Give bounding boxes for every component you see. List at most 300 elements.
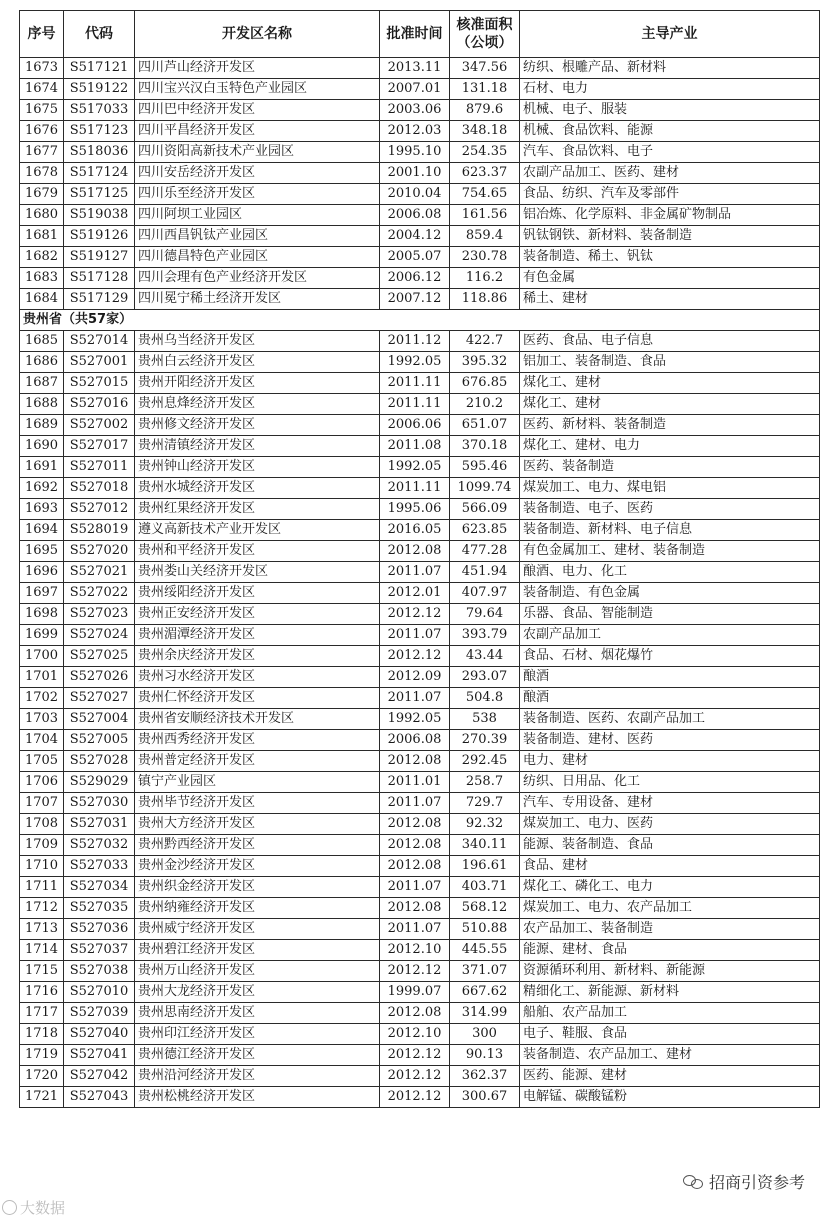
cell-leading-industry: 装备制造、电子、医药 [520, 499, 820, 520]
cell-leading-industry: 酿酒 [520, 688, 820, 709]
cell-approved-area: 293.07 [450, 667, 520, 688]
table-row [20, 814, 820, 835]
cell-index: 1675 [20, 100, 64, 121]
table-row [20, 331, 820, 352]
cell-approved-area: 623.37 [450, 163, 520, 184]
cell-leading-industry: 农副产品加工、医药、建材 [520, 163, 820, 184]
watermark-source [2, 1197, 65, 1218]
cell-zone-name: 贵州沿河经济开发区 [135, 1066, 380, 1087]
cell-approved-area: 270.39 [450, 730, 520, 751]
cell-zone-name: 贵州红果经济开发区 [135, 499, 380, 520]
cell-zone-name: 四川芦山经济开发区 [135, 58, 380, 79]
cell-leading-industry: 食品、建材 [520, 856, 820, 877]
cell-approval-date: 2011.07 [380, 625, 450, 646]
cell-index: 1716 [20, 982, 64, 1003]
development-zone-table-sheet [19, 10, 819, 1108]
cell-approved-area: 568.12 [450, 898, 520, 919]
table-row [20, 205, 820, 226]
header-approved-area: 核准面积（公顷） [450, 11, 520, 58]
cell-zone-name: 贵州黔西经济开发区 [135, 835, 380, 856]
cell-leading-industry: 煤炭加工、电力、煤电铝 [520, 478, 820, 499]
table-row [20, 961, 820, 982]
cell-approved-area: 595.46 [450, 457, 520, 478]
cell-approval-date: 2012.08 [380, 856, 450, 877]
cell-approval-date: 2007.12 [380, 289, 450, 310]
cell-approval-date: 2007.01 [380, 79, 450, 100]
cell-approved-area: 510.88 [450, 919, 520, 940]
cell-approval-date: 2011.07 [380, 688, 450, 709]
cell-approval-date: 2004.12 [380, 226, 450, 247]
table-row [20, 856, 820, 877]
cell-leading-industry: 医药、新材料、装备制造 [520, 415, 820, 436]
cell-code: S527039 [64, 1003, 135, 1024]
cell-approval-date: 2005.07 [380, 247, 450, 268]
cell-leading-industry: 乐器、食品、智能制造 [520, 604, 820, 625]
cell-zone-name: 贵州水城经济开发区 [135, 478, 380, 499]
cell-approval-date: 2011.07 [380, 562, 450, 583]
cell-approval-date: 2012.08 [380, 898, 450, 919]
cell-approved-area: 340.11 [450, 835, 520, 856]
cell-approval-date: 2012.12 [380, 1087, 450, 1108]
table-row [20, 1024, 820, 1045]
cell-approved-area: 623.85 [450, 520, 520, 541]
cell-approval-date: 2012.10 [380, 940, 450, 961]
cell-zone-name: 贵州大方经济开发区 [135, 814, 380, 835]
cell-code: S518036 [64, 142, 135, 163]
cell-leading-industry: 钒钛钢铁、新材料、装备制造 [520, 226, 820, 247]
copyright-icon [2, 1200, 17, 1215]
cell-approved-area: 1099.74 [450, 478, 520, 499]
cell-index: 1714 [20, 940, 64, 961]
table-row [20, 940, 820, 961]
development-zone-table [19, 10, 820, 1108]
cell-leading-industry: 煤化工、建材 [520, 394, 820, 415]
cell-index: 1688 [20, 394, 64, 415]
table-row [20, 688, 820, 709]
cell-approved-area: 477.28 [450, 541, 520, 562]
wechat-icon [683, 1174, 705, 1190]
cell-approval-date: 2012.12 [380, 604, 450, 625]
cell-leading-industry: 机械、电子、服装 [520, 100, 820, 121]
cell-code: S527016 [64, 394, 135, 415]
cell-code: S519122 [64, 79, 135, 100]
cell-leading-industry: 装备制造、医药、农副产品加工 [520, 709, 820, 730]
cell-approved-area: 292.45 [450, 751, 520, 772]
cell-index: 1698 [20, 604, 64, 625]
cell-code: S527037 [64, 940, 135, 961]
cell-index: 1680 [20, 205, 64, 226]
cell-code: S527001 [64, 352, 135, 373]
cell-zone-name: 贵州碧江经济开发区 [135, 940, 380, 961]
cell-code: S519127 [64, 247, 135, 268]
cell-leading-industry: 装备制造、农产品加工、建材 [520, 1045, 820, 1066]
cell-approval-date: 2012.09 [380, 667, 450, 688]
cell-approval-date: 2016.05 [380, 520, 450, 541]
table-row [20, 1066, 820, 1087]
cell-leading-industry: 酿酒 [520, 667, 820, 688]
cell-leading-industry: 酿酒、电力、化工 [520, 562, 820, 583]
cell-zone-name: 四川阿坝工业园区 [135, 205, 380, 226]
cell-approved-area: 314.99 [450, 1003, 520, 1024]
cell-index: 1695 [20, 541, 64, 562]
cell-zone-name: 贵州余庆经济开发区 [135, 646, 380, 667]
cell-code: S527036 [64, 919, 135, 940]
cell-approval-date: 2012.08 [380, 541, 450, 562]
cell-approval-date: 2011.08 [380, 436, 450, 457]
cell-approved-area: 300.67 [450, 1087, 520, 1108]
cell-zone-name: 贵州威宁经济开发区 [135, 919, 380, 940]
cell-approved-area: 131.18 [450, 79, 520, 100]
cell-leading-industry: 纺织、日用品、化工 [520, 772, 820, 793]
cell-approved-area: 43.44 [450, 646, 520, 667]
cell-code: S527026 [64, 667, 135, 688]
cell-zone-name: 贵州毕节经济开发区 [135, 793, 380, 814]
cell-approval-date: 2012.08 [380, 814, 450, 835]
cell-index: 1710 [20, 856, 64, 877]
cell-approval-date: 2012.08 [380, 751, 450, 772]
cell-zone-name: 贵州仁怀经济开发区 [135, 688, 380, 709]
cell-approved-area: 92.32 [450, 814, 520, 835]
cell-leading-industry: 精细化工、新能源、新材料 [520, 982, 820, 1003]
cell-index: 1721 [20, 1087, 64, 1108]
cell-code: S527010 [64, 982, 135, 1003]
cell-code: S517121 [64, 58, 135, 79]
cell-code: S527040 [64, 1024, 135, 1045]
table-row [20, 373, 820, 394]
table-row [20, 1003, 820, 1024]
cell-zone-name: 贵州西秀经济开发区 [135, 730, 380, 751]
table-row [20, 247, 820, 268]
cell-index: 1677 [20, 142, 64, 163]
cell-code: S529029 [64, 772, 135, 793]
cell-approval-date: 2001.10 [380, 163, 450, 184]
cell-approved-area: 348.18 [450, 121, 520, 142]
cell-zone-name: 贵州白云经济开发区 [135, 352, 380, 373]
cell-approved-area: 370.18 [450, 436, 520, 457]
cell-approval-date: 2012.10 [380, 1024, 450, 1045]
table-row [20, 226, 820, 247]
cell-leading-industry: 食品、纺织、汽车及零部件 [520, 184, 820, 205]
cell-index: 1709 [20, 835, 64, 856]
table-row [20, 562, 820, 583]
cell-index: 1687 [20, 373, 64, 394]
cell-zone-name: 四川德昌特色产业园区 [135, 247, 380, 268]
table-row [20, 163, 820, 184]
cell-code: S527012 [64, 499, 135, 520]
table-row [20, 1087, 820, 1108]
cell-approved-area: 254.35 [450, 142, 520, 163]
cell-approved-area: 729.7 [450, 793, 520, 814]
cell-approval-date: 2012.12 [380, 646, 450, 667]
cell-approval-date: 2012.08 [380, 1003, 450, 1024]
cell-index: 1713 [20, 919, 64, 940]
cell-approved-area: 451.94 [450, 562, 520, 583]
table-row [20, 583, 820, 604]
cell-index: 1702 [20, 688, 64, 709]
cell-zone-name: 四川冕宁稀土经济开发区 [135, 289, 380, 310]
cell-index: 1679 [20, 184, 64, 205]
cell-approval-date: 2012.08 [380, 835, 450, 856]
cell-leading-industry: 汽车、专用设备、建材 [520, 793, 820, 814]
cell-code: S528019 [64, 520, 135, 541]
cell-code: S527034 [64, 877, 135, 898]
table-row [20, 730, 820, 751]
cell-code: S517125 [64, 184, 135, 205]
cell-leading-industry: 医药、食品、电子信息 [520, 331, 820, 352]
cell-code: S517124 [64, 163, 135, 184]
cell-leading-industry: 能源、建材、食品 [520, 940, 820, 961]
cell-approved-area: 445.55 [450, 940, 520, 961]
cell-code: S527011 [64, 457, 135, 478]
cell-code: S519126 [64, 226, 135, 247]
table-row [20, 1045, 820, 1066]
cell-zone-name: 贵州印江经济开发区 [135, 1024, 380, 1045]
cell-approval-date: 2013.11 [380, 58, 450, 79]
cell-leading-industry: 电力、建材 [520, 751, 820, 772]
table-row [20, 898, 820, 919]
cell-index: 1686 [20, 352, 64, 373]
table-row [20, 457, 820, 478]
cell-leading-industry: 装备制造、有色金属 [520, 583, 820, 604]
cell-code: S517128 [64, 268, 135, 289]
cell-index: 1691 [20, 457, 64, 478]
cell-code: S527004 [64, 709, 135, 730]
cell-zone-name: 贵州习水经济开发区 [135, 667, 380, 688]
cell-code: S527018 [64, 478, 135, 499]
cell-approved-area: 210.2 [450, 394, 520, 415]
cell-leading-industry: 煤炭加工、电力、农产品加工 [520, 898, 820, 919]
cell-approved-area: 79.64 [450, 604, 520, 625]
cell-code: S527043 [64, 1087, 135, 1108]
table-row [20, 499, 820, 520]
table-row [20, 646, 820, 667]
watermark-source-text: 大数据 [20, 1199, 66, 1217]
table-row [20, 835, 820, 856]
table-row [20, 121, 820, 142]
cell-zone-name: 贵州和平经济开发区 [135, 541, 380, 562]
cell-index: 1715 [20, 961, 64, 982]
cell-approved-area: 371.07 [450, 961, 520, 982]
cell-code: S517123 [64, 121, 135, 142]
cell-leading-industry: 有色金属加工、建材、装备制造 [520, 541, 820, 562]
cell-zone-name: 四川平昌经济开发区 [135, 121, 380, 142]
cell-approved-area: 667.62 [450, 982, 520, 1003]
cell-index: 1676 [20, 121, 64, 142]
header-code: 代码 [64, 11, 135, 58]
table-row [20, 751, 820, 772]
cell-approved-area: 362.37 [450, 1066, 520, 1087]
cell-approval-date: 2011.11 [380, 373, 450, 394]
cell-code: S527033 [64, 856, 135, 877]
header-approval-date: 批准时间 [380, 11, 450, 58]
cell-code: S527005 [64, 730, 135, 751]
cell-approval-date: 2012.01 [380, 583, 450, 604]
cell-zone-name: 贵州钟山经济开发区 [135, 457, 380, 478]
table-row [20, 352, 820, 373]
cell-approved-area: 407.97 [450, 583, 520, 604]
cell-zone-name: 镇宁产业园区 [135, 772, 380, 793]
cell-leading-industry: 船舶、农产品加工 [520, 1003, 820, 1024]
table-row [20, 604, 820, 625]
cell-index: 1673 [20, 58, 64, 79]
watermark-account-text: 招商引资参考 [708, 1173, 805, 1192]
table-row [20, 478, 820, 499]
cell-zone-name: 贵州大龙经济开发区 [135, 982, 380, 1003]
cell-leading-industry: 农产品加工、装备制造 [520, 919, 820, 940]
cell-approved-area: 196.61 [450, 856, 520, 877]
table-row [20, 58, 820, 79]
cell-leading-industry: 电解锰、碳酸锰粉 [520, 1087, 820, 1108]
table-row [20, 919, 820, 940]
cell-approved-area: 90.13 [450, 1045, 520, 1066]
cell-index: 1683 [20, 268, 64, 289]
cell-code: S527038 [64, 961, 135, 982]
table-row [20, 394, 820, 415]
cell-index: 1706 [20, 772, 64, 793]
cell-index: 1697 [20, 583, 64, 604]
cell-index: 1704 [20, 730, 64, 751]
cell-leading-industry: 装备制造、新材料、电子信息 [520, 520, 820, 541]
cell-index: 1696 [20, 562, 64, 583]
cell-approval-date: 2011.07 [380, 877, 450, 898]
province-section-label: 贵州省（共57家） [20, 310, 820, 331]
cell-zone-name: 贵州清镇经济开发区 [135, 436, 380, 457]
cell-zone-name: 贵州普定经济开发区 [135, 751, 380, 772]
cell-zone-name: 贵州织金经济开发区 [135, 877, 380, 898]
cell-approved-area: 403.71 [450, 877, 520, 898]
table-row [20, 415, 820, 436]
cell-zone-name: 贵州开阳经济开发区 [135, 373, 380, 394]
cell-approved-area: 754.65 [450, 184, 520, 205]
cell-approval-date: 2010.04 [380, 184, 450, 205]
cell-leading-industry: 机械、食品饮料、能源 [520, 121, 820, 142]
cell-index: 1684 [20, 289, 64, 310]
cell-index: 1701 [20, 667, 64, 688]
table-row [20, 100, 820, 121]
cell-zone-name: 贵州正安经济开发区 [135, 604, 380, 625]
watermark-account [677, 1168, 811, 1195]
cell-approved-area: 395.32 [450, 352, 520, 373]
cell-zone-name: 贵州金沙经济开发区 [135, 856, 380, 877]
cell-index: 1693 [20, 499, 64, 520]
cell-approved-area: 161.56 [450, 205, 520, 226]
cell-index: 1681 [20, 226, 64, 247]
cell-index: 1720 [20, 1066, 64, 1087]
cell-leading-industry: 纺织、根雕产品、新材料 [520, 58, 820, 79]
cell-leading-industry: 资源循环利用、新材料、新能源 [520, 961, 820, 982]
province-section-row [20, 310, 820, 331]
cell-code: S527042 [64, 1066, 135, 1087]
cell-leading-industry: 煤化工、磷化工、电力 [520, 877, 820, 898]
cell-approved-area: 879.6 [450, 100, 520, 121]
table-row [20, 184, 820, 205]
cell-zone-name: 贵州乌当经济开发区 [135, 331, 380, 352]
cell-index: 1718 [20, 1024, 64, 1045]
cell-index: 1685 [20, 331, 64, 352]
cell-approval-date: 2012.03 [380, 121, 450, 142]
cell-approved-area: 116.2 [450, 268, 520, 289]
cell-index: 1682 [20, 247, 64, 268]
cell-leading-industry: 农副产品加工 [520, 625, 820, 646]
cell-approval-date: 1992.05 [380, 352, 450, 373]
cell-index: 1717 [20, 1003, 64, 1024]
header-zone-name: 开发区名称 [135, 11, 380, 58]
cell-approval-date: 2003.06 [380, 100, 450, 121]
cell-index: 1708 [20, 814, 64, 835]
cell-leading-industry: 煤化工、建材、电力 [520, 436, 820, 457]
cell-leading-industry: 医药、能源、建材 [520, 1066, 820, 1087]
cell-approved-area: 300 [450, 1024, 520, 1045]
table-row [20, 142, 820, 163]
cell-approved-area: 118.86 [450, 289, 520, 310]
cell-approval-date: 2012.12 [380, 961, 450, 982]
cell-leading-industry: 装备制造、稀土、钒钛 [520, 247, 820, 268]
table-row [20, 982, 820, 1003]
cell-zone-name: 贵州松桃经济开发区 [135, 1087, 380, 1108]
cell-zone-name: 贵州修文经济开发区 [135, 415, 380, 436]
cell-zone-name: 四川西昌钒钛产业园区 [135, 226, 380, 247]
cell-index: 1719 [20, 1045, 64, 1066]
cell-leading-industry: 稀土、建材 [520, 289, 820, 310]
cell-code: S527024 [64, 625, 135, 646]
cell-leading-industry: 石材、电力 [520, 79, 820, 100]
cell-zone-name: 贵州息烽经济开发区 [135, 394, 380, 415]
cell-leading-industry: 有色金属 [520, 268, 820, 289]
cell-zone-name: 四川会理有色产业经济开发区 [135, 268, 380, 289]
table-body [20, 58, 820, 1108]
cell-approved-area: 393.79 [450, 625, 520, 646]
cell-approval-date: 2012.12 [380, 1045, 450, 1066]
cell-code: S527041 [64, 1045, 135, 1066]
cell-approval-date: 2006.08 [380, 730, 450, 751]
cell-zone-name: 四川巴中经济开发区 [135, 100, 380, 121]
cell-index: 1689 [20, 415, 64, 436]
cell-code: S527032 [64, 835, 135, 856]
cell-approval-date: 1992.05 [380, 709, 450, 730]
cell-index: 1678 [20, 163, 64, 184]
cell-index: 1700 [20, 646, 64, 667]
cell-approved-area: 651.07 [450, 415, 520, 436]
cell-zone-name: 四川宝兴汉白玉特色产业园区 [135, 79, 380, 100]
table-row [20, 520, 820, 541]
cell-index: 1711 [20, 877, 64, 898]
cell-code: S527027 [64, 688, 135, 709]
cell-code: S527023 [64, 604, 135, 625]
cell-zone-name: 四川安岳经济开发区 [135, 163, 380, 184]
cell-zone-name: 四川乐至经济开发区 [135, 184, 380, 205]
cell-zone-name: 贵州绥阳经济开发区 [135, 583, 380, 604]
cell-approval-date: 2006.12 [380, 268, 450, 289]
cell-zone-name: 贵州思南经济开发区 [135, 1003, 380, 1024]
table-row [20, 793, 820, 814]
cell-zone-name: 贵州省安顺经济技术开发区 [135, 709, 380, 730]
cell-approved-area: 504.8 [450, 688, 520, 709]
cell-zone-name: 贵州纳雍经济开发区 [135, 898, 380, 919]
cell-approved-area: 859.4 [450, 226, 520, 247]
cell-zone-name: 四川资阳高新技术产业园区 [135, 142, 380, 163]
cell-approval-date: 2012.12 [380, 1066, 450, 1087]
cell-index: 1692 [20, 478, 64, 499]
cell-leading-industry: 电子、鞋服、食品 [520, 1024, 820, 1045]
table-header-row [20, 11, 820, 58]
cell-approval-date: 2011.11 [380, 478, 450, 499]
cell-approval-date: 1999.07 [380, 982, 450, 1003]
cell-approved-area: 422.7 [450, 331, 520, 352]
cell-index: 1703 [20, 709, 64, 730]
cell-approval-date: 2006.08 [380, 205, 450, 226]
cell-code: S527014 [64, 331, 135, 352]
cell-approved-area: 538 [450, 709, 520, 730]
